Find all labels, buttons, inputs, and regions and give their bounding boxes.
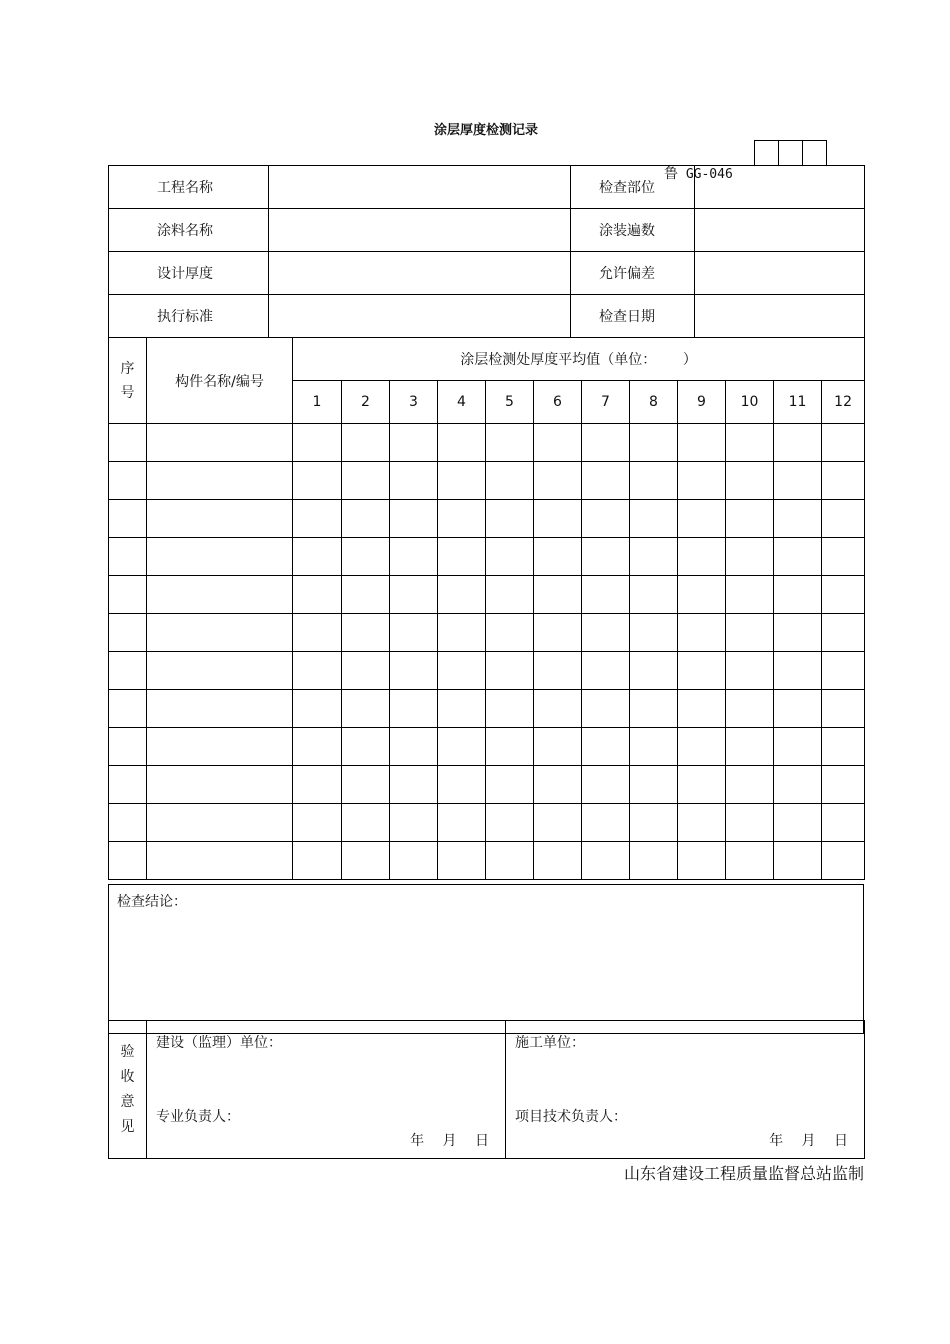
thickness-cell[interactable] (342, 690, 390, 728)
thickness-cell[interactable] (630, 538, 678, 576)
thickness-cell[interactable] (293, 424, 342, 462)
thickness-cell[interactable] (390, 690, 438, 728)
seq-cell[interactable] (109, 614, 147, 652)
thickness-cell[interactable] (486, 766, 534, 804)
thickness-cell[interactable] (726, 424, 774, 462)
acceptance-side-label (109, 1021, 147, 1159)
thickness-cell[interactable] (486, 690, 534, 728)
project-name-field[interactable] (269, 166, 571, 209)
column-number: 1 (293, 381, 342, 424)
column-number: 12 (822, 381, 865, 424)
thickness-cell[interactable] (486, 462, 534, 500)
thickness-cell[interactable] (293, 576, 342, 614)
thickness-cell[interactable] (438, 652, 486, 690)
thickness-cell[interactable] (582, 766, 630, 804)
thickness-cell[interactable] (342, 538, 390, 576)
thickness-cell[interactable] (534, 462, 582, 500)
inspect-date-field[interactable] (695, 295, 865, 338)
seq-header-char: 号 (120, 384, 135, 401)
thickness-cell[interactable] (774, 462, 822, 500)
table-row (109, 500, 865, 538)
thickness-cell[interactable] (774, 690, 822, 728)
thickness-cell[interactable] (582, 500, 630, 538)
thickness-cell[interactable] (390, 424, 438, 462)
thickness-cell[interactable] (678, 652, 726, 690)
thickness-cell[interactable] (726, 614, 774, 652)
thickness-cell[interactable] (293, 842, 342, 880)
thickness-cell[interactable] (293, 500, 342, 538)
member-cell[interactable] (147, 538, 293, 576)
thickness-cell[interactable] (582, 538, 630, 576)
tech-lead-label: 项目技术负责人： (515, 1109, 627, 1125)
code-box[interactable] (802, 140, 827, 166)
thickness-cell[interactable] (774, 576, 822, 614)
thickness-cell[interactable] (726, 842, 774, 880)
column-number: 4 (438, 381, 486, 424)
thickness-cell[interactable] (293, 652, 342, 690)
column-number: 7 (582, 381, 630, 424)
column-number: 6 (534, 381, 582, 424)
thickness-cell[interactable] (726, 690, 774, 728)
thickness-cell[interactable] (390, 652, 438, 690)
column-number: 2 (342, 381, 390, 424)
member-cell[interactable] (147, 766, 293, 804)
thickness-cell[interactable] (630, 728, 678, 766)
member-cell[interactable] (147, 728, 293, 766)
thickness-cell[interactable] (486, 576, 534, 614)
coating-passes-field[interactable] (695, 209, 865, 252)
table-row (109, 424, 865, 462)
table-row (109, 538, 865, 576)
thickness-cell[interactable] (486, 652, 534, 690)
acceptance-char: 见 (120, 1118, 135, 1135)
table-row (109, 576, 865, 614)
thickness-cell[interactable] (822, 652, 865, 690)
date-right: 年 月 日 (769, 1133, 848, 1149)
inspect-date-label: 检查日期 (571, 295, 695, 338)
acceptance-char: 收 (120, 1068, 135, 1085)
member-cell[interactable] (147, 842, 293, 880)
member-cell[interactable] (147, 614, 293, 652)
thickness-cell[interactable] (293, 462, 342, 500)
thickness-cell[interactable] (342, 576, 390, 614)
thickness-cell[interactable] (390, 500, 438, 538)
thickness-cell[interactable] (486, 842, 534, 880)
seq-cell[interactable] (109, 652, 147, 690)
thickness-cell[interactable] (342, 842, 390, 880)
column-number: 10 (726, 381, 774, 424)
thickness-cell[interactable] (582, 614, 630, 652)
thickness-cell[interactable] (486, 804, 534, 842)
thickness-cell[interactable] (534, 804, 582, 842)
thickness-cell[interactable] (630, 690, 678, 728)
thickness-cell[interactable] (293, 538, 342, 576)
thickness-cell[interactable] (822, 614, 865, 652)
specialist-label: 专业负责人： (156, 1109, 240, 1125)
thickness-cell[interactable] (342, 652, 390, 690)
thickness-cell[interactable] (534, 500, 582, 538)
code-box[interactable] (778, 140, 802, 166)
thickness-cell[interactable] (486, 424, 534, 462)
thickness-cell[interactable] (438, 576, 486, 614)
coating-passes-label: 涂装遍数 (571, 209, 695, 252)
thickness-cell[interactable] (534, 690, 582, 728)
member-cell[interactable] (147, 576, 293, 614)
thickness-cell[interactable] (390, 462, 438, 500)
thickness-cell[interactable] (822, 728, 865, 766)
thickness-cell[interactable] (774, 652, 822, 690)
thickness-cell[interactable] (630, 766, 678, 804)
thickness-cell[interactable] (438, 842, 486, 880)
seq-cell[interactable] (109, 766, 147, 804)
seq-header (109, 338, 147, 424)
page-title: 涂层厚度检测记录 (433, 123, 538, 138)
thickness-cell[interactable] (678, 614, 726, 652)
thickness-cell[interactable] (438, 766, 486, 804)
thickness-cell[interactable] (438, 538, 486, 576)
thickness-cell[interactable] (534, 576, 582, 614)
thickness-cell[interactable] (822, 576, 865, 614)
seq-header-char: 序 (120, 360, 135, 377)
thickness-cell[interactable] (582, 652, 630, 690)
thickness-cell[interactable] (534, 538, 582, 576)
thickness-cell[interactable] (822, 842, 865, 880)
thickness-cell[interactable] (678, 462, 726, 500)
thickness-cell[interactable] (293, 804, 342, 842)
thickness-cell[interactable] (342, 462, 390, 500)
date-left: 年 月 日 (410, 1133, 489, 1149)
acceptance-char: 验 (120, 1043, 135, 1060)
allowed-deviation-label: 允许偏差 (571, 252, 695, 295)
table-row (109, 728, 865, 766)
member-cell[interactable] (147, 652, 293, 690)
form-code-number: GG-046 (685, 167, 733, 182)
thickness-cell[interactable] (582, 576, 630, 614)
column-number: 8 (630, 381, 678, 424)
thickness-cell[interactable] (534, 614, 582, 652)
thickness-cell[interactable] (390, 728, 438, 766)
thickness-cell[interactable] (342, 614, 390, 652)
thickness-cell[interactable] (342, 424, 390, 462)
seq-cell[interactable] (109, 690, 147, 728)
thickness-cell[interactable] (726, 652, 774, 690)
project-name-label: 工程名称 (109, 166, 269, 209)
coating-name-label: 涂料名称 (109, 209, 269, 252)
construction-supervision-label: 建设（监理）单位： (156, 1035, 282, 1051)
thickness-cell[interactable] (630, 500, 678, 538)
table-row (109, 842, 865, 880)
form-code-prefix: 鲁 (664, 166, 678, 182)
standard-field[interactable] (269, 295, 571, 338)
thickness-cell[interactable] (822, 766, 865, 804)
thickness-cell[interactable] (774, 766, 822, 804)
thickness-cell[interactable] (774, 728, 822, 766)
avg-thickness-header: 涂层检测处厚度平均值（单位： ） (293, 338, 865, 381)
thickness-cell[interactable] (630, 652, 678, 690)
design-thickness-label: 设计厚度 (109, 252, 269, 295)
measurement-table (108, 337, 865, 880)
acceptance-table (108, 1020, 865, 1159)
thickness-cell[interactable] (582, 842, 630, 880)
thickness-cell[interactable] (534, 424, 582, 462)
thickness-cell[interactable] (486, 614, 534, 652)
construction-supervision-cell[interactable] (147, 1021, 506, 1159)
column-number: 9 (678, 381, 726, 424)
thickness-cell[interactable] (486, 538, 534, 576)
column-number: 3 (390, 381, 438, 424)
member-cell[interactable] (147, 462, 293, 500)
thickness-cell[interactable] (630, 614, 678, 652)
thickness-cell[interactable] (726, 728, 774, 766)
thickness-cell[interactable] (678, 500, 726, 538)
thickness-cell[interactable] (534, 728, 582, 766)
thickness-cell[interactable] (822, 538, 865, 576)
member-header: 构件名称/编号 (147, 338, 293, 424)
thickness-cell[interactable] (438, 804, 486, 842)
thickness-cell[interactable] (438, 728, 486, 766)
conclusion-table (108, 884, 864, 1034)
thickness-cell[interactable] (390, 804, 438, 842)
thickness-cell[interactable] (534, 766, 582, 804)
thickness-cell[interactable] (678, 424, 726, 462)
table-row (109, 804, 865, 842)
thickness-cell[interactable] (774, 538, 822, 576)
thickness-cell[interactable] (774, 614, 822, 652)
thickness-cell[interactable] (678, 842, 726, 880)
code-boxes (754, 140, 827, 166)
thickness-cell[interactable] (822, 500, 865, 538)
thickness-cell[interactable] (774, 842, 822, 880)
thickness-cell[interactable] (822, 462, 865, 500)
thickness-cell[interactable] (390, 842, 438, 880)
member-cell[interactable] (147, 690, 293, 728)
thickness-cell[interactable] (390, 576, 438, 614)
seq-cell[interactable] (109, 538, 147, 576)
contractor-cell[interactable] (506, 1021, 865, 1159)
thickness-cell[interactable] (342, 766, 390, 804)
thickness-cell[interactable] (630, 462, 678, 500)
thickness-cell[interactable] (678, 690, 726, 728)
thickness-cell[interactable] (774, 500, 822, 538)
thickness-cell[interactable] (630, 424, 678, 462)
table-row (109, 462, 865, 500)
thickness-cell[interactable] (726, 500, 774, 538)
thickness-cell[interactable] (438, 690, 486, 728)
seq-cell[interactable] (109, 804, 147, 842)
thickness-cell[interactable] (726, 766, 774, 804)
seq-cell[interactable] (109, 500, 147, 538)
thickness-cell[interactable] (678, 538, 726, 576)
thickness-cell[interactable] (726, 576, 774, 614)
info-table (108, 165, 865, 338)
thickness-cell[interactable] (390, 614, 438, 652)
contractor-label: 施工单位： (515, 1035, 585, 1051)
thickness-cell[interactable] (293, 766, 342, 804)
thickness-cell[interactable] (293, 690, 342, 728)
inspect-part-field[interactable] (695, 166, 865, 209)
thickness-cell[interactable] (822, 804, 865, 842)
thickness-cell[interactable] (822, 690, 865, 728)
thickness-cell[interactable] (438, 424, 486, 462)
thickness-cell[interactable] (438, 500, 486, 538)
thickness-cell[interactable] (293, 614, 342, 652)
code-box[interactable] (754, 140, 778, 166)
thickness-cell[interactable] (438, 614, 486, 652)
thickness-cell[interactable] (342, 500, 390, 538)
seq-cell[interactable] (109, 728, 147, 766)
thickness-cell[interactable] (534, 652, 582, 690)
conclusion-cell[interactable] (109, 885, 864, 1034)
thickness-cell[interactable] (630, 804, 678, 842)
thickness-cell[interactable] (582, 804, 630, 842)
column-number: 11 (774, 381, 822, 424)
member-cell[interactable] (147, 424, 293, 462)
member-cell[interactable] (147, 804, 293, 842)
thickness-cell[interactable] (678, 804, 726, 842)
thickness-cell[interactable] (293, 728, 342, 766)
thickness-cell[interactable] (390, 538, 438, 576)
seq-cell[interactable] (109, 424, 147, 462)
member-cell[interactable] (147, 500, 293, 538)
seq-cell[interactable] (109, 576, 147, 614)
acceptance-char: 意 (120, 1093, 135, 1110)
thickness-cell[interactable] (726, 462, 774, 500)
thickness-cell[interactable] (534, 842, 582, 880)
thickness-cell[interactable] (486, 728, 534, 766)
thickness-cell[interactable] (582, 728, 630, 766)
table-row (109, 614, 865, 652)
thickness-cell[interactable] (582, 424, 630, 462)
footer-issuer: 山东省建设工程质量监督总站监制 (623, 1164, 864, 1183)
thickness-cell[interactable] (774, 424, 822, 462)
thickness-cell[interactable] (678, 576, 726, 614)
thickness-cell[interactable] (582, 690, 630, 728)
allowed-deviation-field[interactable] (695, 252, 865, 295)
design-thickness-field[interactable] (269, 252, 571, 295)
thickness-cell[interactable] (726, 538, 774, 576)
thickness-cell[interactable] (630, 576, 678, 614)
thickness-cell[interactable] (582, 462, 630, 500)
table-row (109, 652, 865, 690)
coating-name-field[interactable] (269, 209, 571, 252)
thickness-cell[interactable] (678, 728, 726, 766)
table-row (109, 766, 865, 804)
thickness-cell[interactable] (726, 804, 774, 842)
thickness-cell[interactable] (774, 804, 822, 842)
conclusion-label: 检查结论： (117, 894, 187, 910)
inspect-part-label: 检查部位 (571, 166, 695, 209)
table-row (109, 690, 865, 728)
thickness-cell[interactable] (390, 766, 438, 804)
thickness-cell[interactable] (630, 842, 678, 880)
thickness-cell[interactable] (342, 804, 390, 842)
thickness-cell[interactable] (678, 766, 726, 804)
column-number: 5 (486, 381, 534, 424)
thickness-cell[interactable] (342, 728, 390, 766)
thickness-cell[interactable] (822, 424, 865, 462)
seq-cell[interactable] (109, 462, 147, 500)
standard-label: 执行标准 (109, 295, 269, 338)
seq-cell[interactable] (109, 842, 147, 880)
thickness-cell[interactable] (438, 462, 486, 500)
thickness-cell[interactable] (486, 500, 534, 538)
